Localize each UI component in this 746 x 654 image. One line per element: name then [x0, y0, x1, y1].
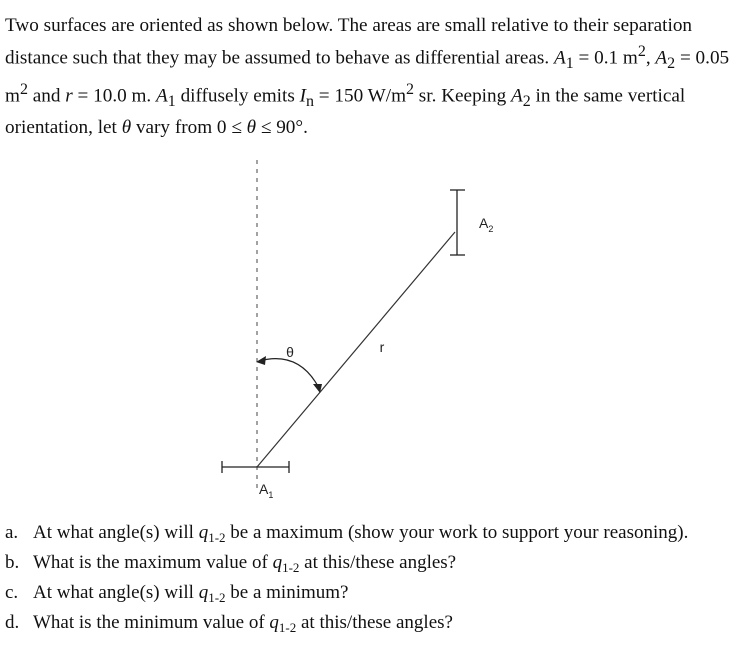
theta-symbol-2: θ [246, 117, 257, 139]
theta-symbol: θ [121, 117, 132, 139]
intensity-unit-tail: sr. Keeping [414, 85, 511, 107]
question-text-before: What is the maximum value of [33, 552, 273, 573]
q-subscript: 1-2 [208, 590, 226, 605]
r-label: r [379, 339, 385, 355]
a2-label-subscript: 2 [488, 224, 494, 234]
a1-label-subscript: 1 [268, 490, 274, 500]
q-subscript: 1-2 [278, 620, 297, 635]
q-subscript: 1-2 [208, 530, 226, 545]
question-text-before: What is the minimum value of [33, 612, 270, 633]
and-text: and [27, 85, 66, 107]
question-text-after: be a minimum? [225, 582, 349, 603]
question-item [5, 580, 688, 610]
a1-subscript: 1 [565, 55, 574, 73]
question-text-before: At what angle(s) will [33, 522, 199, 543]
r-value: = 10.0 m. [72, 85, 157, 107]
q-symbol: q [269, 612, 279, 633]
a2-subscript-2: 2 [522, 93, 531, 111]
intro-text: Two surfaces are oriented as shown below. The areas are small relative to their separation distance such that they may be assumed to behave as differential areas. [5, 15, 693, 69]
r-symbol: r [65, 85, 73, 107]
q-subscript: 1-2 [282, 560, 300, 575]
question-text-before: At what angle(s) will [33, 582, 199, 603]
question-text [33, 520, 688, 550]
a2-label [479, 215, 493, 234]
question-letter: c. [5, 582, 19, 603]
theta-label: θ [286, 344, 294, 360]
a1-unit-exponent: 2 [637, 43, 646, 60]
a1-subscript-2: 1 [167, 93, 176, 111]
question-text-after: at this/these angles? [296, 612, 453, 633]
question-text [33, 580, 348, 610]
q-symbol: q [272, 552, 283, 573]
question-text [33, 550, 456, 580]
problem-statement: Two surfaces are oriented as shown below. The areas are small relative to their separation distance such that they may be assumed to behave as differential areas. $A_1 = 0.1$ $m^2$, $A_2 = 0.05$ $m^2$ and r = 10.0 m. $A_1$ diffusely emits $I_n = 150$ $W/m^2$ sr. Keeping $A_2$ in the same vertical orientation, let θ vary from 0 ≤ θ ≤ 90°. [5, 15, 730, 139]
range-end-text: ≤ 90°. [256, 117, 308, 139]
question-letter: b. [5, 552, 20, 573]
orientation-text: in the same vertical orientation, let [5, 85, 686, 139]
emits-text: diffusely emits [175, 85, 300, 107]
a2-label-letter: A [479, 215, 489, 231]
intensity-symbol: I [299, 85, 306, 107]
theta-angle-arc [259, 359, 320, 390]
q-symbol: q [198, 522, 209, 543]
question-list [5, 520, 688, 640]
question-letter: d. [5, 612, 20, 633]
question-text-after: at this/these angles? [299, 552, 457, 573]
a1-symbol: A [553, 47, 566, 69]
a2-value: = 0.05 m [5, 47, 730, 107]
a1-label-letter: A [259, 481, 269, 497]
q-symbol: q [198, 582, 209, 603]
question-text-after: be a maximum (show your work to support your reasoning). [225, 522, 689, 543]
a2-symbol: A [655, 47, 668, 69]
a1-value: = 0.1 m [573, 47, 638, 69]
question-item [5, 520, 688, 550]
a1-label [259, 481, 273, 500]
question-letter: a. [5, 522, 19, 543]
a2-subscript: 2 [667, 55, 676, 73]
range-text: vary from 0 ≤ [131, 117, 247, 139]
question-text [33, 610, 453, 640]
a2-symbol-2: A [511, 85, 523, 107]
intensity-subscript: n [305, 93, 314, 111]
a2-unit-exponent: 2 [19, 81, 28, 99]
intensity-value: = 150 W/m [313, 85, 406, 107]
intensity-unit-exponent: 2 [406, 81, 414, 99]
question-item [5, 550, 688, 580]
a1-symbol-2: A [156, 85, 168, 107]
question-item [5, 610, 688, 640]
